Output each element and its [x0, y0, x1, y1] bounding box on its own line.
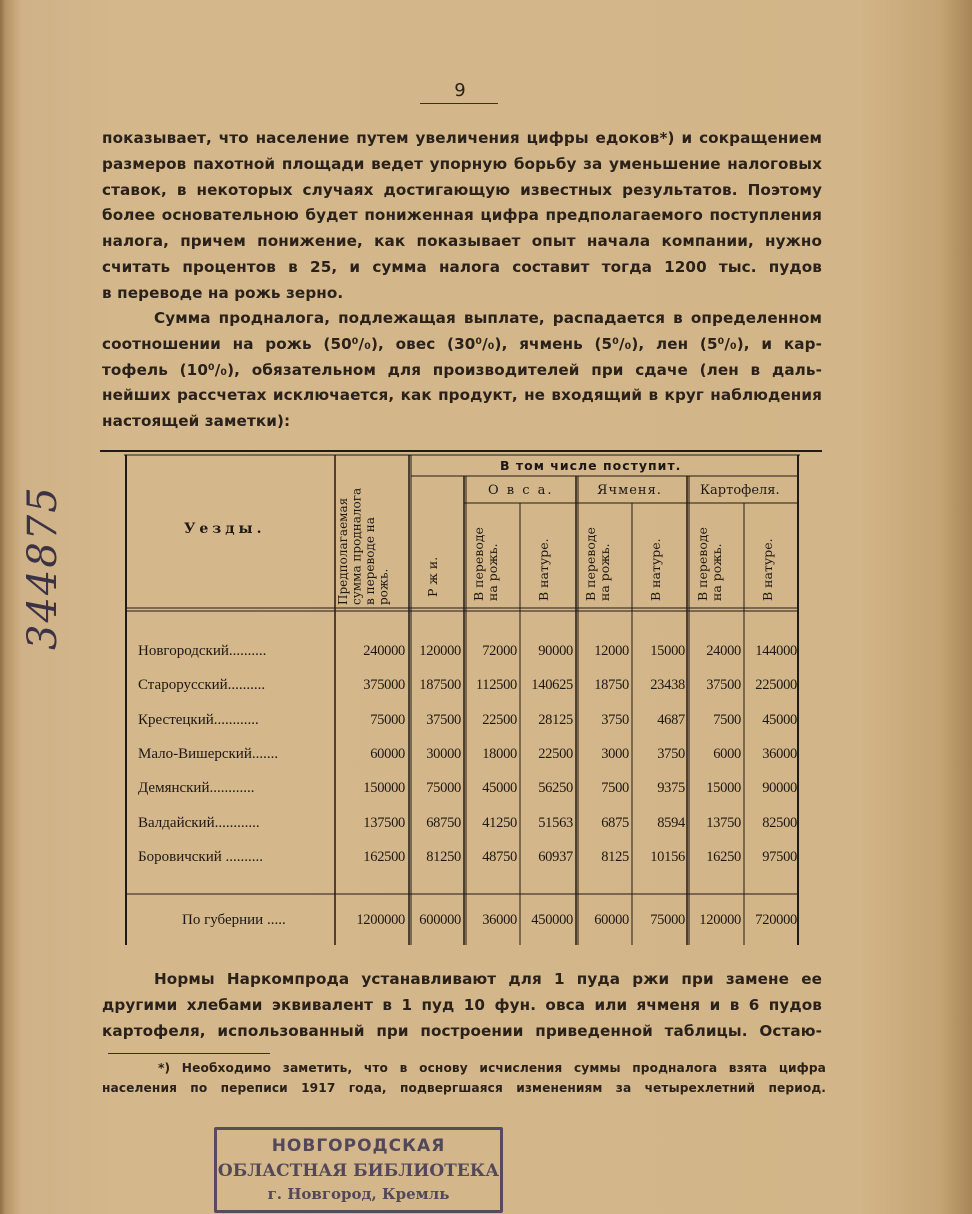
total-cell: 75000 — [650, 912, 685, 928]
text-line: показывает, что население путем увеличения цифры едоков*) и сокращением — [102, 129, 822, 147]
table-cell: 48750 — [482, 848, 517, 865]
row-name: Крестецкий............ — [138, 711, 259, 728]
stamp-line-2: ОБЛАСТНАЯ БИБЛИОТЕКА — [217, 1161, 500, 1181]
row-name: Демянский............ — [138, 780, 255, 797]
table-cell: 45000 — [482, 780, 517, 797]
table-cell: 187500 — [419, 677, 461, 694]
table-cell: 162500 — [363, 848, 405, 865]
table-cell: 37500 — [426, 711, 461, 728]
total-cell: 60000 — [594, 912, 629, 928]
table-cell: 72000 — [482, 643, 517, 659]
header-potato: Картофеля. — [700, 483, 780, 498]
table-cell: 120000 — [419, 643, 461, 659]
library-stamp — [214, 1127, 503, 1213]
table-cell: 8594 — [657, 814, 685, 831]
text-line: нейших рассчетах исключается, как продукт, не входящий в круг наблюдения — [102, 386, 822, 405]
table-cell: 4687 — [657, 711, 685, 728]
table-cell: 68750 — [426, 814, 461, 831]
table-cell: 60000 — [370, 745, 405, 762]
table-cell: 24000 — [706, 643, 741, 659]
footnote — [102, 1058, 826, 1098]
footnote-line: населения по переписи 1917 года, подвергшаяся изменениям за четырехлетний период. — [102, 1081, 826, 1095]
subheader-potato-natural: В натуре. — [760, 538, 775, 601]
table-cell: 37500 — [706, 677, 741, 694]
header-group: В том числе поступит. — [500, 458, 682, 473]
table-cell: 45000 — [762, 711, 797, 728]
table-cell: 56250 — [538, 780, 573, 797]
row-name: Боровичский .......... — [138, 848, 264, 865]
row-name: Валдайский............ — [138, 814, 260, 831]
table-cell: 30000 — [426, 745, 461, 762]
table-cell: 225000 — [755, 677, 797, 694]
table-cell: 81250 — [426, 848, 461, 865]
table-cell: 3000 — [601, 745, 629, 762]
text-line: Нормы Наркомпрода устанавливают для 1 пуда ржи при замене ее — [154, 970, 822, 988]
subheader-barley-natural: В натуре. — [648, 538, 663, 601]
total-row-label: По губернии ..... — [182, 912, 286, 928]
table-cell: 375000 — [363, 677, 405, 694]
text-line: картофеля, использованный при построении приведенной таблицы. Остаю- — [102, 1021, 822, 1040]
table-cell: 28125 — [538, 711, 573, 728]
table-cell: 16250 — [706, 848, 741, 865]
table-cell: 51563 — [538, 814, 573, 831]
table-cell: 144000 — [755, 643, 797, 659]
table-cell: 60937 — [538, 848, 573, 865]
table-cell: 9375 — [657, 780, 685, 797]
table-cell: 13750 — [706, 814, 741, 831]
text-line: другими хлебами эквивалент в 1 пуд 10 фун. овса или ячменя и в 6 пудов — [102, 995, 822, 1014]
header-oats: О в с а. — [488, 483, 554, 498]
text-line: размеров пахотной площади ведет упорную борьбу за уменьшение налоговых — [102, 154, 822, 173]
table-cell: 41250 — [482, 814, 517, 831]
row-name: Старорусский.......... — [138, 677, 266, 694]
table-cell: 22500 — [538, 745, 573, 762]
page-number: 9 — [454, 80, 466, 101]
paragraph-3 — [102, 967, 822, 1044]
text-line: настоящей заметки): — [102, 412, 291, 431]
total-cell: 36000 — [482, 912, 517, 928]
table-cell: 240000 — [363, 643, 405, 659]
tax-table — [100, 447, 822, 957]
table-cell: 18000 — [482, 745, 517, 762]
table-cell: 18750 — [594, 677, 629, 694]
header-barley: Ячменя. — [597, 483, 662, 498]
text-line: налога, причем понижение, как показывает опыт начала компании, нужно — [102, 232, 822, 251]
table-cell: 7500 — [601, 780, 629, 797]
footnote-rule — [108, 1053, 270, 1054]
paragraph-1 — [102, 126, 822, 307]
header-total: Предполагаемая сумма продналога в переводе на рожь. — [336, 487, 391, 605]
table-cell: 12000 — [594, 643, 629, 659]
stamp-line-1: НОВГОРОДСКАЯ — [271, 1136, 446, 1156]
text-line: в переводе на рожь зерно. — [102, 283, 344, 302]
text-line: считать процентов в 25, и сумма налога составит тогда 1200 тыс. пудов — [102, 257, 822, 276]
table-cell: 36000 — [762, 745, 797, 762]
table-cell: 97500 — [762, 848, 797, 865]
total-cell: 450000 — [531, 912, 573, 928]
subheader-potato-converted: В переводе на рожь. — [695, 527, 724, 601]
table-cell: 90000 — [762, 780, 797, 797]
paragraph-2 — [102, 306, 822, 435]
header-rye: Р ж и. — [425, 556, 440, 597]
table-cell: 75000 — [426, 780, 461, 797]
subheader-oats-natural: В натуре. — [536, 538, 551, 601]
table-cell: 6000 — [713, 745, 741, 762]
stamp-line-3: г. Новгород, Кремль — [267, 1185, 450, 1203]
subheader-barley-converted: В переводе на рожь. — [583, 527, 612, 601]
table-cell: 23438 — [650, 677, 685, 694]
table-cell: 10156 — [650, 848, 685, 865]
table-cell: 112500 — [475, 677, 517, 694]
total-cell: 720000 — [755, 912, 797, 928]
table-cell: 90000 — [538, 643, 573, 659]
table-cell: 3750 — [601, 711, 629, 728]
page-number-rule — [420, 103, 498, 104]
table-cell: 7500 — [713, 711, 741, 728]
table-cell: 3750 — [657, 745, 685, 762]
text-line: ставок, в некоторых случаях достигающую известных результатов. Поэтому — [102, 180, 822, 199]
text-line: Сумма продналога, подлежащая выплате, распадается в определенном — [154, 309, 822, 327]
total-cell: 120000 — [699, 912, 741, 928]
text-line: тофель (10⁰/₀), обязательном для производителей при сдаче (лен в даль- — [102, 360, 822, 379]
row-name: Новгородский.......... — [138, 643, 267, 659]
total-cell: 1200000 — [356, 912, 405, 928]
table-cell: 6875 — [601, 814, 629, 831]
table-cell: 15000 — [650, 643, 685, 659]
table-cell: 15000 — [706, 780, 741, 797]
header-uezdy: Уезды. — [184, 521, 266, 537]
table-cell: 82500 — [762, 814, 797, 831]
table-cell: 137500 — [363, 814, 405, 831]
text-line: соотношении на рожь (50⁰/₀), овес (30⁰/₀), ячмень (5⁰/₀), лен (5⁰/₀), и кар- — [102, 334, 822, 353]
footnote-line: *) Необходимо заметить, что в основу исчисления суммы продналога взята цифра — [158, 1061, 826, 1075]
table-cell: 8125 — [601, 848, 629, 865]
subheader-oats-converted: В переводе на рожь. — [471, 527, 500, 601]
table-cell: 75000 — [370, 711, 405, 728]
text-line: более основательною будет пониженная цифра предполагаемого поступления — [102, 206, 822, 225]
table-cell: 22500 — [482, 711, 517, 728]
table-cell: 150000 — [363, 780, 405, 797]
row-name: Мало-Вишерский....... — [138, 745, 279, 762]
handwritten-inventory-number: 344875 — [20, 485, 66, 650]
table-cell: 140625 — [531, 677, 573, 694]
total-cell: 600000 — [419, 912, 461, 928]
